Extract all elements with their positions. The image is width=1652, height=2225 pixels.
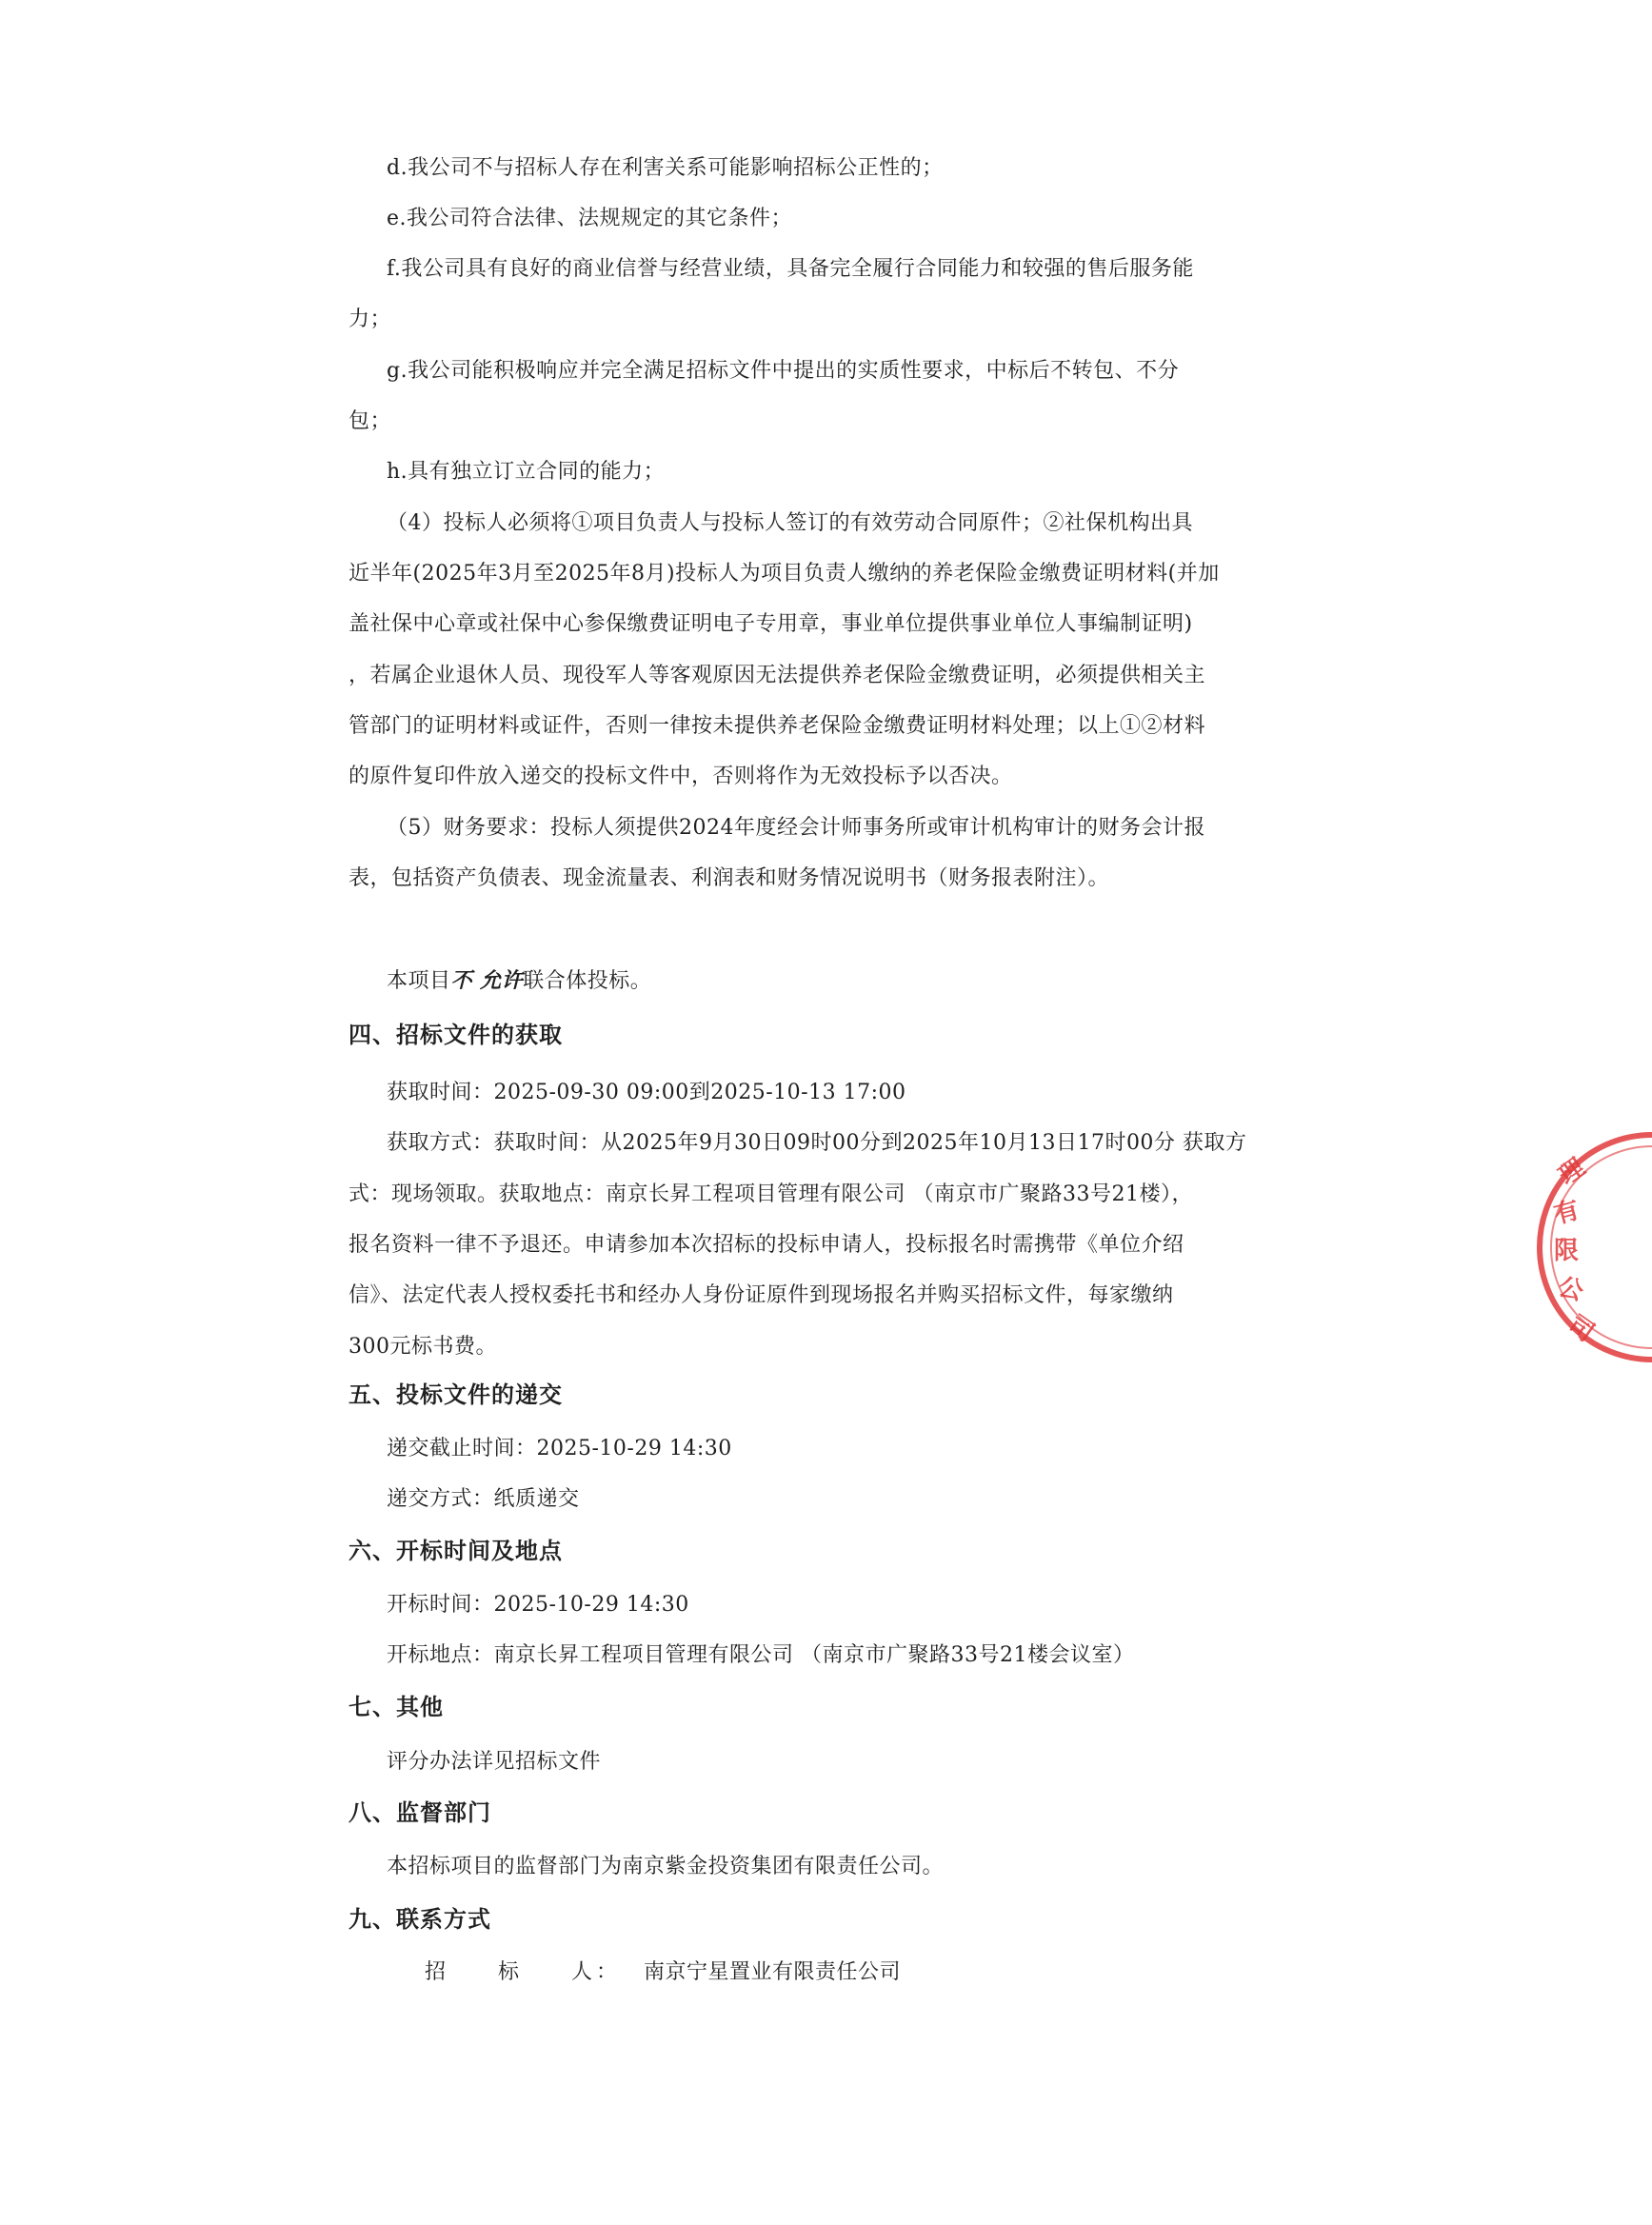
section4-method-line1: 获取方式：获取时间：从2025年9月30日09时00分到2025年10月13日17时00分 获取方	[387, 1131, 1247, 1155]
consortium-suffix: 联合体投标。	[523, 969, 652, 993]
section4-method-line2: 式：现场领取。获取地点：南京长昇工程项目管理有限公司 （南京市广聚路33号21楼），	[348, 1182, 1193, 1206]
section4-method-line4: 信》、法定代表人授权委托书和经办人身份证原件到现场报名并购买招标文件，每家缴纳	[348, 1283, 1174, 1307]
item4-line1: （4）投标人必须将①项目负责人与投标人签订的有效劳动合同原件；②社保机构出具	[387, 511, 1193, 535]
svg-text:限: 限	[1554, 1237, 1580, 1265]
company-seal-stamp	[1509, 1128, 1652, 1366]
section4-method-line5: 300元标书费。	[348, 1335, 497, 1359]
clause-g-line1: g.我公司能积极响应并完全满足招标文件中提出的实质性要求，中标后不转包、不分	[387, 359, 1180, 383]
svg-text:司: 司	[1562, 1310, 1600, 1348]
clause-e: e.我公司符合法律、法规规定的其它条件；	[387, 207, 793, 230]
clause-h: h.具有独立订立合同的能力；	[387, 460, 666, 484]
svg-text:理: 理	[1553, 1153, 1591, 1191]
item4-line2: 近半年(2025年3月至2025年8月)投标人为项目负责人缴纳的养老保险金缴费证明材料(并加	[348, 562, 1220, 586]
section5-deadline: 递交截止时间：2025-10-29 14:30	[387, 1437, 732, 1460]
clause-f-line2: 力；	[348, 308, 392, 331]
section4-heading: 四、招标文件的获取	[348, 1022, 563, 1048]
contact-row	[425, 1958, 901, 1987]
section8-text: 本招标项目的监督部门为南京紫金投资集团有限责任公司。	[387, 1855, 945, 1878]
item5-line2: 表，包括资产负债表、现金流量表、利润表和财务情况说明书（财务报表附注）。	[348, 866, 1110, 890]
clause-f-line1: f.我公司具有良好的商业信誉与经营业绩，具备完全履行合同能力和较强的售后服务能	[387, 257, 1194, 281]
section6-time: 开标时间：2025-10-29 14:30	[387, 1593, 689, 1617]
item4-line3: 盖社保中心章或社保中心参保缴费证明电子专用章，事业单位提供事业单位人事编制证明)	[348, 612, 1193, 636]
section4-time: 获取时间：2025-09-30 09:00到2025-10-13 17:00	[387, 1081, 906, 1104]
consortium-prefix: 本项目	[387, 969, 451, 993]
item4-line5: 管部门的证明材料或证件，否则一律按未提供养老保险金缴费证明材料处理；以上①②材料	[348, 714, 1206, 738]
section6-place: 开标地点：南京长昇工程项目管理有限公司 （南京市广聚路33号21楼会议室）	[387, 1643, 1135, 1667]
section8-heading: 八、监督部门	[348, 1799, 491, 1826]
clause-g-line2: 包；	[348, 409, 392, 433]
section5-heading: 五、投标文件的递交	[348, 1381, 563, 1408]
item5-line1: （5）财务要求：投标人须提供2024年度经会计师事务所或审计机构审计的财务会计报	[387, 816, 1205, 840]
contact-label: 招 标 人：	[425, 1960, 621, 1984]
consortium-note	[387, 966, 651, 996]
section7-heading: 七、其他	[348, 1694, 444, 1720]
item4-line4: ，若属企业退休人员、现役军人等客观原因无法提供养老保险金缴费证明，必须提供相关主	[348, 664, 1206, 687]
consortium-emphasis: 不 允许	[450, 968, 524, 993]
svg-text:公: 公	[1555, 1272, 1587, 1307]
section4-method-line3: 报名资料一律不予退还。申请参加本次招标的投标申请人，投标报名时需携带《单位介绍	[348, 1233, 1184, 1257]
clause-d: d.我公司不与招标人存在利害关系可能影响招标公正性的；	[387, 156, 944, 180]
section5-method: 递交方式：纸质递交	[387, 1487, 580, 1511]
section7-text: 评分办法详见招标文件	[387, 1750, 602, 1774]
svg-text:有: 有	[1551, 1196, 1582, 1230]
item4-line6: 的原件复印件放入递交的投标文件中，否则将作为无效投标予以否决。	[348, 765, 1013, 788]
contact-value: 南京宁星置业有限责任公司	[644, 1960, 902, 1984]
section6-heading: 六、开标时间及地点	[348, 1538, 563, 1564]
section9-heading: 九、联系方式	[348, 1906, 491, 1933]
